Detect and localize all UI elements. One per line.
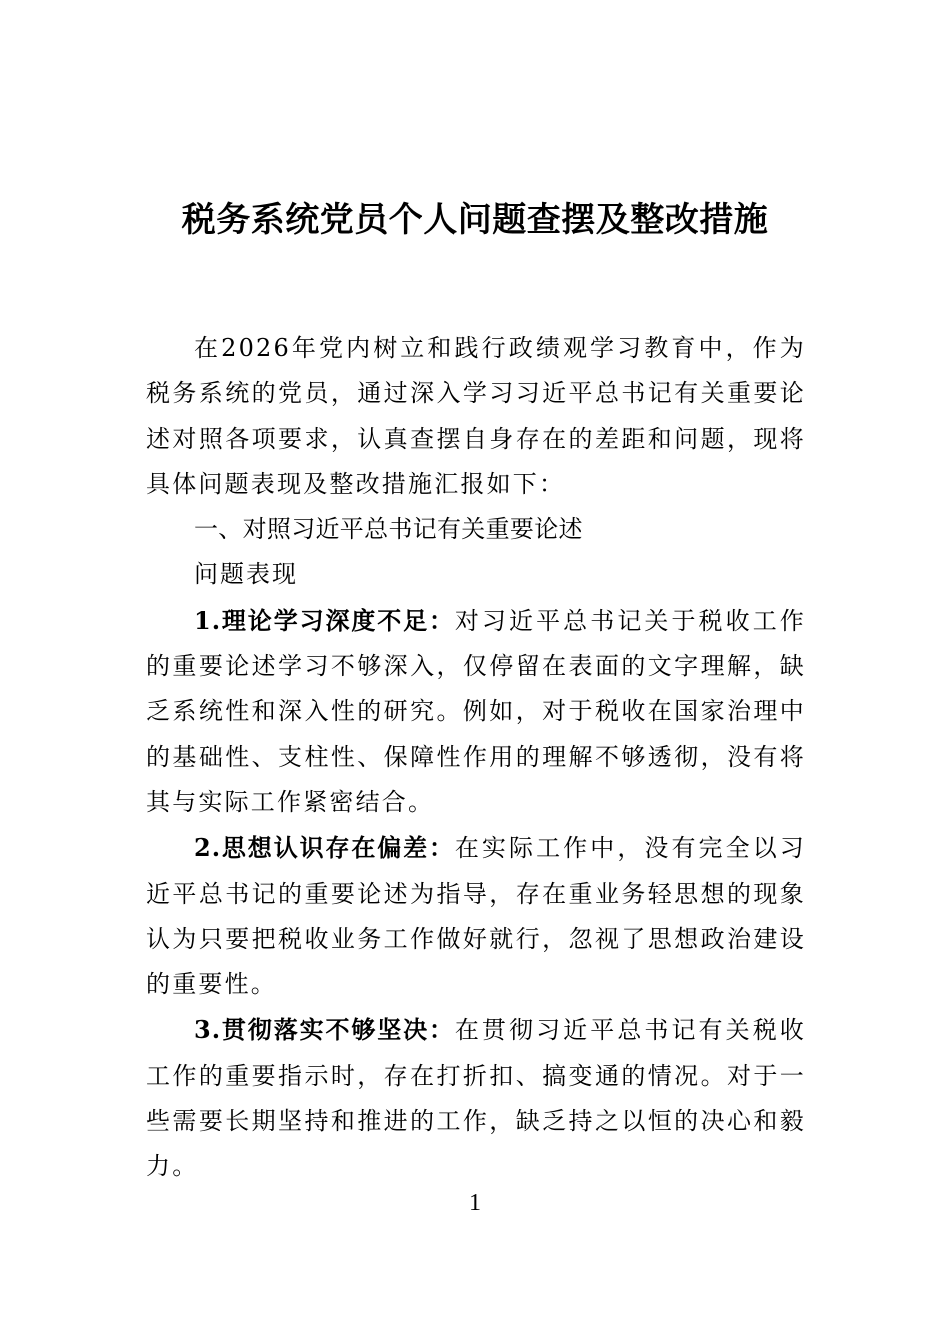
problem-item-lead: 2.思想认识存在偏差： xyxy=(194,833,455,863)
page-number: 1 xyxy=(469,1190,481,1216)
problem-item-text: 在实际工作中，没有完全以习近平总书记的重要论述为指导，存在重业务轻思想的现象认为只要把税收业务工作做好就行，忽视了思想政治建设的重要性。 xyxy=(146,834,806,999)
intro-paragraph: 在2026年党内树立和践行政绩观学习教育中，作为税务系统的党员，通过深入学习习近平总书记有关重要论述对照各项要求，认真查摆自身存在的差距和问题，现将具体问题表现及整改措施汇报如下： xyxy=(146,334,806,498)
problem-item xyxy=(146,1007,806,1189)
problem-item-lead: 3.贯彻落实不够坚决： xyxy=(194,1015,455,1045)
section-heading: 一、对照习近平总书记有关重要论述 xyxy=(194,515,583,544)
problem-item xyxy=(146,825,806,1007)
problem-label: 问题表现 xyxy=(194,560,298,589)
problem-item-lead: 1.理论学习深度不足： xyxy=(194,605,455,635)
document-title: 税务系统党员个人问题查摆及整改措施 xyxy=(181,200,769,240)
problem-item xyxy=(146,598,806,825)
problem-item-text: 在贯彻习近平总书记有关税收工作的重要指示时，存在打折扣、搞变通的情况。对于一些需要长期坚持和推进的工作，缺乏持之以恒的决心和毅力。 xyxy=(146,1016,806,1181)
problem-item-text: 对习近平总书记关于税收工作的重要论述学习不够深入，仅停留在表面的文字理解，缺乏系统性和深入性的研究。例如，对于税收在国家治理中的基础性、支柱性、保障性作用的理解不够透彻，没有将其与实际工作紧密结合。 xyxy=(146,606,806,816)
document-body xyxy=(146,326,806,1190)
